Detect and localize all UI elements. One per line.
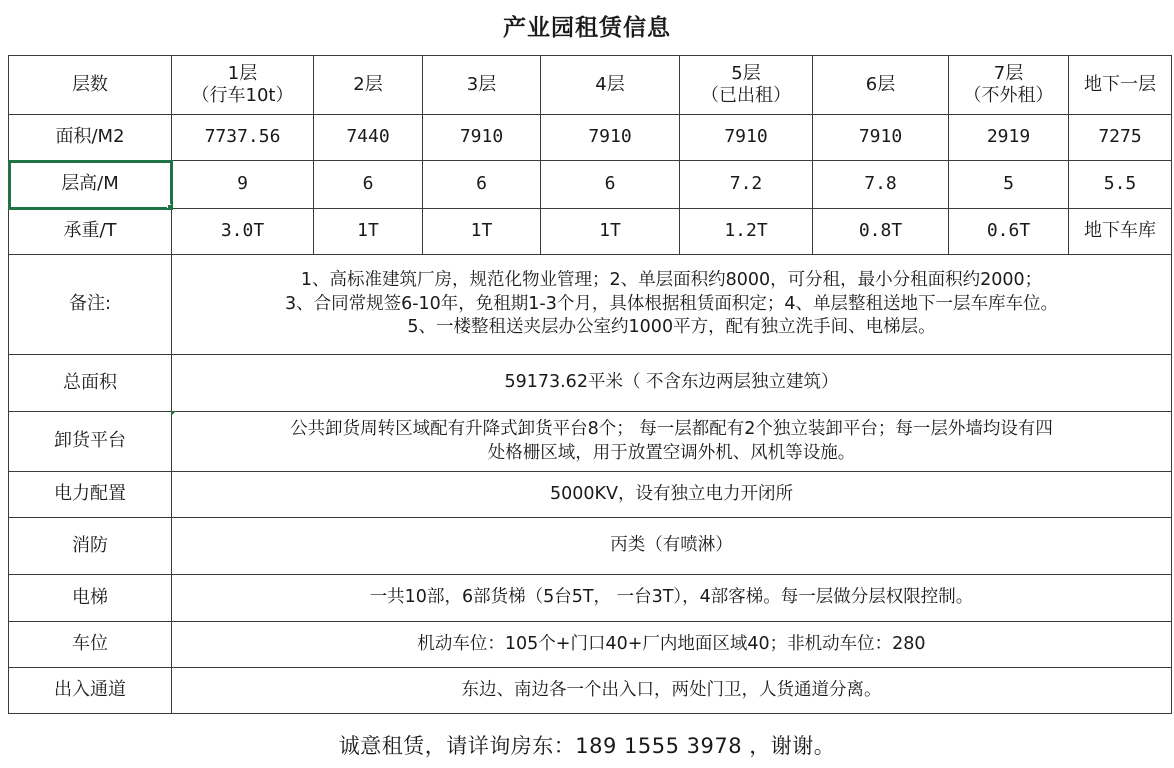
row-label-access[interactable]: 出入通道 [9,668,172,714]
power-row [9,472,1172,518]
load-cell[interactable]: 0.8T [813,209,949,255]
rental-info-table [8,55,1172,714]
fire-row [9,518,1172,575]
floor-header-cell[interactable] [813,56,949,115]
load-cell[interactable]: 1T [423,209,541,255]
table-row [9,115,1172,161]
height-cell[interactable]: 7.2 [680,161,813,209]
row-label-height-selected[interactable]: 层高/M [9,161,172,209]
floor-note: （不外租） [963,85,1054,106]
cell-comment-marker [171,411,176,416]
row-label-total-area[interactable]: 总面积 [9,355,172,412]
total-area-cell[interactable]: 59173.62平米（ 不含东边两层独立建筑） [172,355,1172,412]
floor-header-cell[interactable] [949,56,1069,115]
power-cell[interactable]: 5000KV，设有独立电力开闭所 [172,472,1172,518]
floor-name: 地下一层 [1084,73,1156,95]
parking-cell[interactable]: 机动车位：105个+门口40+厂内地面区域40；非机动车位：280 [172,622,1172,668]
loading-cell[interactable] [172,412,1172,472]
floor-name: 5层 [731,62,761,84]
area-cell[interactable]: 2919 [949,115,1069,161]
height-cell[interactable]: 6 [314,161,423,209]
floor-name: 6层 [865,73,896,95]
floor-name: 1层 [227,62,258,84]
floor-name: 7层 [993,62,1024,84]
area-cell[interactable]: 7440 [314,115,423,161]
height-cell[interactable]: 5 [949,161,1069,209]
floor-name: 3层 [466,73,497,95]
floor-header-row [9,56,1172,115]
load-cell[interactable]: 1T [314,209,423,255]
remarks-line: 5、一楼整租送夹层办公室约1000平方，配有独立洗手间、电梯层。 [407,317,936,338]
height-cell[interactable]: 6 [423,161,541,209]
contact-footer: 诚意租赁，请详询房东：189 1555 3978 ，谢谢。 [338,734,836,758]
sheet-title: 产业园租赁信息 [503,15,671,41]
remarks-line: 1、高标准建筑厂房，规范化物业管理；2、单层面积约8000，可分租，最小分租面积约2000； [300,270,1043,291]
floor-note: （行车10t） [191,85,294,106]
elevator-row [9,575,1172,622]
floor-header-cell[interactable] [314,56,423,115]
remarks-line: 3、合同常规签6-10年，免租期1-3个月，具体根据租赁面积定；4、单层整租送地下一层车库车位。 [284,293,1059,314]
floor-header-label[interactable]: 层数 [9,56,172,115]
area-cell[interactable]: 7737.56 [172,115,314,161]
height-cell[interactable]: 5.5 [1069,161,1172,209]
height-cell[interactable]: 6 [541,161,680,209]
load-cell[interactable]: 3.0T [172,209,314,255]
row-label-remarks[interactable]: 备注: [9,255,172,355]
row-label-power[interactable]: 电力配置 [9,472,172,518]
floor-name: 4层 [595,73,625,95]
remarks-row [9,255,1172,355]
load-cell[interactable]: 1.2T [680,209,813,255]
floor-note: （已出租） [701,85,791,106]
loading-line: 公共卸货周转区域配有升降式卸货平台8个； 每一层都配有2个独立装卸平台；每一层外墙均设有四 [290,418,1053,439]
elevator-cell[interactable]: 一共10部，6部货梯（5台5T， 一台3T），4部客梯。每一层做分层权限控制。 [172,575,1172,622]
row-label-elevator[interactable]: 电梯 [9,575,172,622]
access-row [9,668,1172,714]
floor-name: 2层 [353,73,383,95]
access-cell[interactable]: 东边、南边各一个出入口，两处门卫，人货通道分离。 [172,668,1172,714]
row-label-loading[interactable]: 卸货平台 [9,412,172,472]
table-row [9,161,1172,209]
loading-line: 处格栅区域，用于放置空调外机、风机等设施。 [487,442,856,463]
floor-header-cell[interactable] [680,56,813,115]
load-cell[interactable]: 1T [541,209,680,255]
row-label-fire[interactable]: 消防 [9,518,172,575]
floor-header-cell[interactable] [1069,56,1172,115]
table-row [9,209,1172,255]
area-cell[interactable]: 7910 [423,115,541,161]
row-label-parking[interactable]: 车位 [9,622,172,668]
area-cell[interactable]: 7910 [813,115,949,161]
floor-header-cell[interactable] [172,56,314,115]
load-cell[interactable]: 地下车库 [1069,209,1172,255]
load-cell[interactable]: 0.6T [949,209,1069,255]
parking-row [9,622,1172,668]
floor-header-cell[interactable] [541,56,680,115]
row-label-area[interactable]: 面积/M2 [9,115,172,161]
remarks-cell[interactable] [172,255,1172,355]
loading-row [9,412,1172,472]
area-cell[interactable]: 7910 [680,115,813,161]
height-cell[interactable]: 7.8 [813,161,949,209]
height-cell[interactable]: 9 [172,161,314,209]
area-cell[interactable]: 7910 [541,115,680,161]
total-area-row [9,355,1172,412]
area-cell[interactable]: 7275 [1069,115,1172,161]
fire-cell[interactable]: 丙类（有喷淋） [172,518,1172,575]
row-label-load[interactable]: 承重/T [9,209,172,255]
floor-header-cell[interactable] [423,56,541,115]
